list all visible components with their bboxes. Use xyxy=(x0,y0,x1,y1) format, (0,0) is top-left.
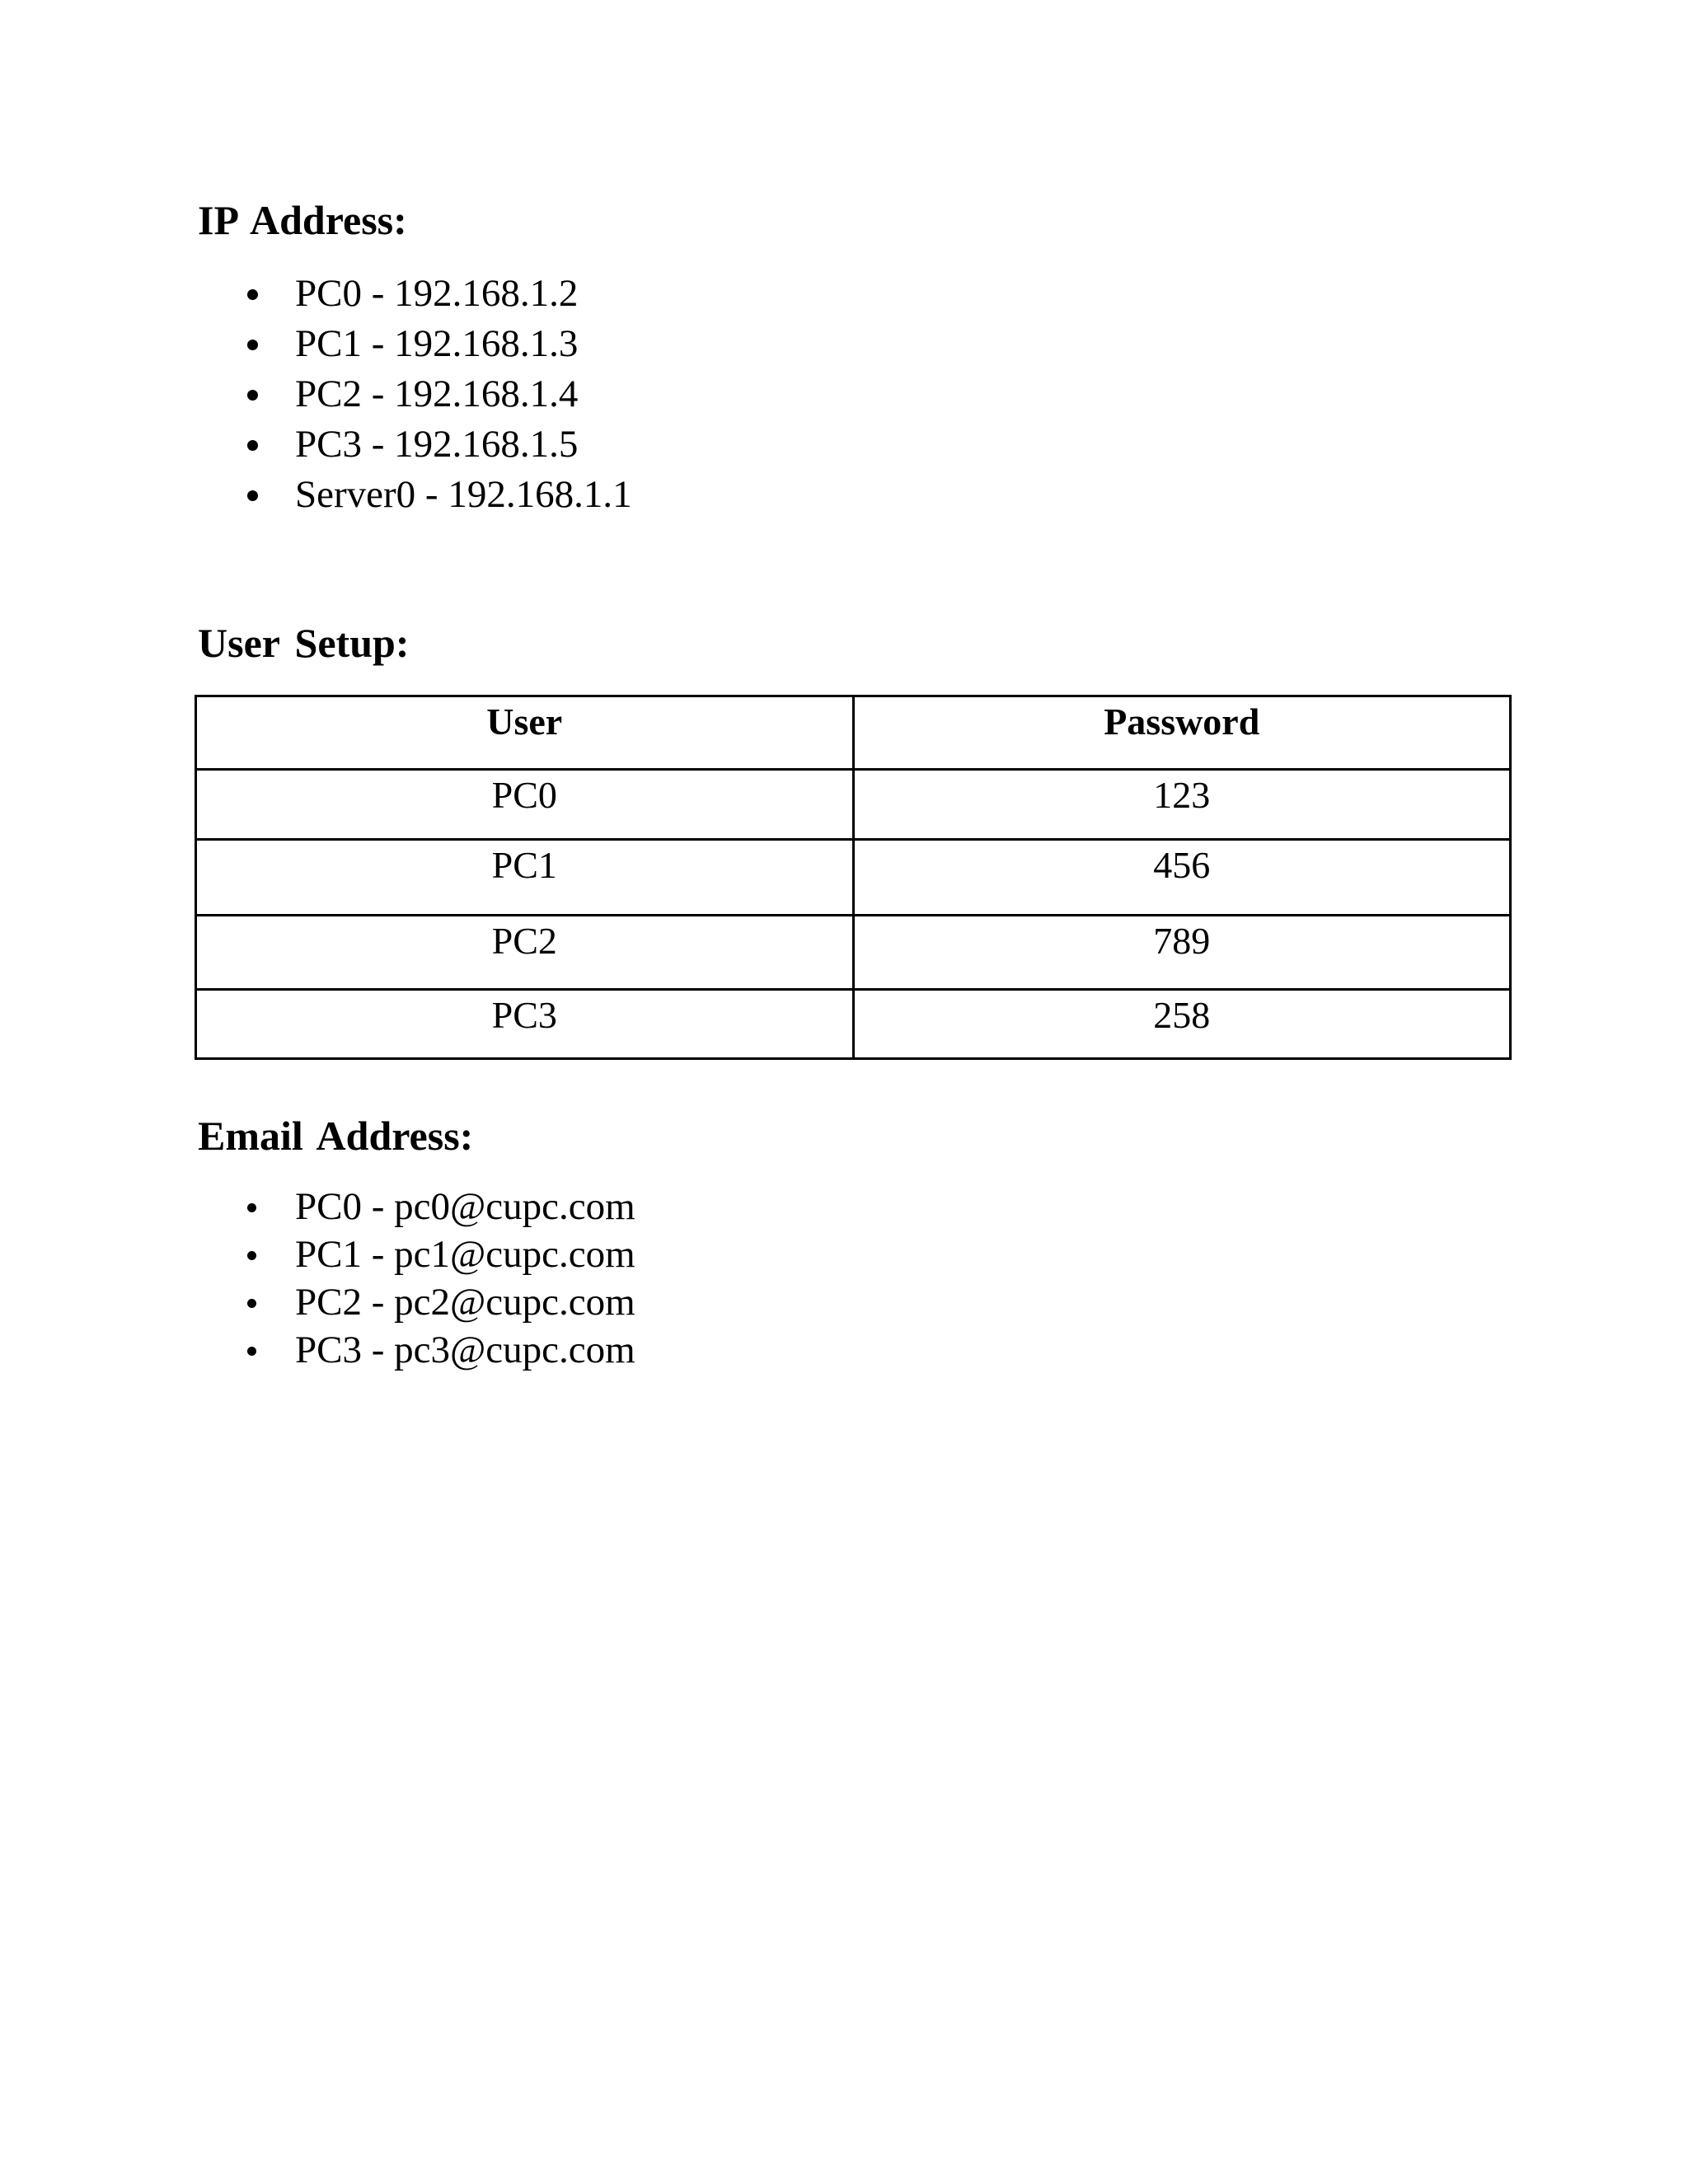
ip-entry: PC2 - 192.168.1.4 xyxy=(295,373,579,415)
table-row xyxy=(196,916,1511,990)
list-item xyxy=(198,369,632,419)
column-header-password: Password xyxy=(853,696,1511,770)
list-item xyxy=(198,1326,635,1374)
user-cell: PC0 xyxy=(196,770,854,840)
list-item xyxy=(198,470,632,520)
ip-entry: Server0 - 192.168.1.1 xyxy=(295,473,632,516)
bullet-icon xyxy=(247,490,258,501)
column-header-user: User xyxy=(196,696,854,770)
table-row xyxy=(196,770,1511,840)
bullet-icon xyxy=(247,440,258,451)
email-entry: PC0 - pc0@cupc.com xyxy=(295,1185,635,1228)
user-setup-heading: User Setup: xyxy=(198,620,410,666)
ip-address-list xyxy=(198,269,632,520)
bullet-icon xyxy=(247,340,258,350)
list-item xyxy=(198,419,632,470)
bullet-icon xyxy=(247,289,258,300)
password-cell: 123 xyxy=(853,770,1511,840)
ip-entry: PC3 - 192.168.1.5 xyxy=(295,423,579,466)
ip-address-heading: IP Address: xyxy=(198,197,407,243)
email-entry: PC1 - pc1@cupc.com xyxy=(295,1233,635,1276)
user-cell: PC3 xyxy=(196,990,854,1059)
bullet-icon xyxy=(247,1299,256,1308)
list-item xyxy=(198,269,632,319)
user-cell: PC1 xyxy=(196,840,854,916)
bullet-icon xyxy=(247,1347,256,1356)
list-item xyxy=(198,1278,635,1326)
bullet-icon xyxy=(247,1203,256,1212)
email-address-heading: Email Address: xyxy=(198,1113,474,1159)
user-setup-table xyxy=(195,695,1512,1060)
table-row xyxy=(196,840,1511,916)
ip-entry: PC0 - 192.168.1.2 xyxy=(295,272,579,315)
password-cell: 456 xyxy=(853,840,1511,916)
user-cell: PC2 xyxy=(196,916,854,990)
email-entry: PC2 - pc2@cupc.com xyxy=(295,1281,635,1324)
list-item xyxy=(198,1183,635,1230)
bullet-icon xyxy=(247,1251,256,1260)
table-header-row xyxy=(196,696,1511,770)
password-cell: 258 xyxy=(853,990,1511,1059)
ip-entry: PC1 - 192.168.1.3 xyxy=(295,322,579,365)
password-cell: 789 xyxy=(853,916,1511,990)
list-item xyxy=(198,1230,635,1278)
table-row xyxy=(196,990,1511,1059)
email-address-list xyxy=(198,1183,635,1374)
bullet-icon xyxy=(247,390,258,401)
list-item xyxy=(198,319,632,369)
email-entry: PC3 - pc3@cupc.com xyxy=(295,1329,635,1371)
